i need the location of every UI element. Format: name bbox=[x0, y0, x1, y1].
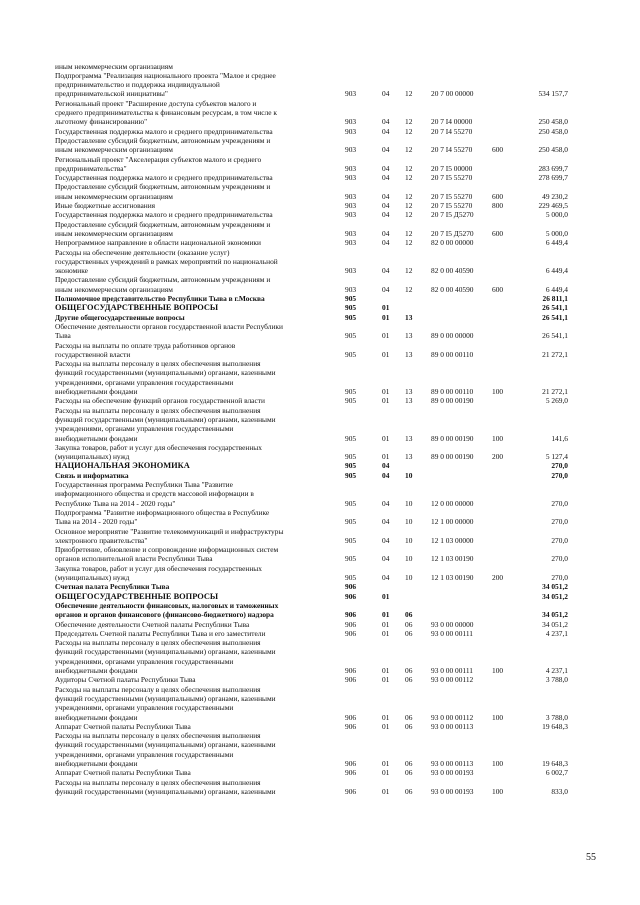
cell-rz: 01 bbox=[382, 396, 390, 406]
cell-ved: 905 bbox=[345, 554, 357, 564]
cell-name: экономике bbox=[55, 266, 88, 276]
cell-ved: 905 bbox=[345, 573, 357, 582]
cell-rz: 04 bbox=[382, 461, 390, 471]
cell-name: информационного общества и средств массовой информации в bbox=[55, 489, 254, 499]
cell-rz: 01 bbox=[382, 312, 390, 322]
cell-pr: 06 bbox=[405, 619, 413, 629]
cell-sum: 19 648,3 bbox=[542, 721, 568, 731]
cell-name: Обеспечение деятельности органов государственной власти Республики bbox=[55, 321, 283, 331]
cell-name: Государственная поддержка малого и среднего предпринимательства bbox=[55, 126, 273, 136]
cell-csr: 89 0 00 00110 bbox=[431, 349, 474, 359]
cell-sum: 5 000,0 bbox=[545, 210, 568, 220]
cell-name: учреждениями, органами управления государственными bbox=[55, 749, 234, 759]
cell-sum: 6 449,4 bbox=[545, 284, 568, 294]
cell-sum: 34 051,2 bbox=[542, 610, 568, 620]
cell-name: Приобретение, обновление и сопровождение информационных систем bbox=[55, 545, 279, 555]
cell-sum: 49 230,2 bbox=[542, 191, 568, 201]
cell-ved: 906 bbox=[345, 721, 357, 731]
cell-name: предпринимательской инициативы" bbox=[55, 89, 168, 99]
cell-sum: 4 237,1 bbox=[545, 628, 568, 638]
cell-pr: 13 bbox=[405, 312, 413, 322]
cell-pr: 06 bbox=[405, 721, 413, 731]
cell-ved: 905 bbox=[345, 303, 357, 313]
cell-pr: 10 bbox=[405, 517, 413, 527]
cell-csr: 20 7 00 00000 bbox=[431, 89, 474, 99]
cell-pr: 12 bbox=[405, 145, 413, 155]
cell-csr: 20 7 I5 55270 bbox=[431, 191, 473, 201]
cell-pr: 06 bbox=[405, 786, 413, 796]
cell-name: Расходы на обеспечение деятельности (оказание услуг) bbox=[55, 247, 230, 257]
cell-name: внебюджетными фондами bbox=[55, 759, 138, 768]
cell-pr: 12 bbox=[405, 228, 413, 238]
cell-vr: 800 bbox=[492, 201, 504, 210]
cell-sum: 26 811,1 bbox=[542, 294, 568, 303]
cell-vr: 200 bbox=[492, 573, 504, 582]
cell-sum: 21 272,1 bbox=[542, 387, 568, 396]
cell-ved: 906 bbox=[345, 619, 357, 629]
cell-name: учреждениями, органами управления государственными bbox=[55, 424, 234, 434]
cell-name: Аппарат Счетной палаты Республики Тыва bbox=[55, 721, 191, 731]
cell-vr: 600 bbox=[492, 191, 504, 201]
cell-name: Расходы на выплаты персоналу в целях обеспечения выполнения bbox=[55, 359, 261, 369]
cell-name: Республике Тыва на 2014 - 2020 годы" bbox=[55, 498, 176, 508]
cell-sum: 283 699,7 bbox=[538, 163, 568, 173]
page-number: 55 bbox=[586, 852, 596, 863]
cell-csr: 93 0 00 00111 bbox=[431, 666, 473, 675]
cell-name: Предоставление субсидий бюджетным, автономным учреждениям и bbox=[55, 275, 271, 285]
cell-sum: 270,0 bbox=[551, 535, 568, 545]
cell-ved: 906 bbox=[345, 759, 357, 768]
cell-sum: 6 449,4 bbox=[545, 266, 568, 276]
cell-csr: 12 1 03 00190 bbox=[431, 554, 474, 564]
cell-name: электронного правительства" bbox=[55, 535, 148, 545]
cell-vr: 200 bbox=[492, 452, 504, 462]
cell-ved: 903 bbox=[345, 191, 357, 201]
cell-ved: 903 bbox=[345, 210, 357, 220]
cell-vr: 600 bbox=[492, 228, 504, 238]
cell-sum: 250 458,0 bbox=[538, 117, 568, 127]
cell-ved: 903 bbox=[345, 238, 357, 248]
cell-rz: 04 bbox=[382, 498, 390, 508]
cell-pr: 12 bbox=[405, 173, 413, 183]
cell-vr: 100 bbox=[492, 433, 504, 443]
cell-csr: 12 1 03 00190 bbox=[431, 573, 474, 582]
cell-name: НАЦИОНАЛЬНАЯ ЭКОНОМИКА bbox=[55, 461, 190, 471]
cell-csr: 82 0 00 40590 bbox=[431, 284, 474, 294]
cell-sum: 270,0 bbox=[551, 470, 568, 480]
cell-pr: 12 bbox=[405, 201, 413, 210]
cell-pr: 10 bbox=[405, 470, 413, 480]
cell-csr: 93 0 00 00112 bbox=[431, 675, 474, 685]
cell-rz: 01 bbox=[382, 433, 390, 443]
cell-rz: 04 bbox=[382, 470, 390, 480]
cell-csr: 93 0 00 00112 bbox=[431, 712, 474, 722]
cell-name: иным некоммерческим организациям bbox=[55, 61, 173, 71]
cell-name: внебюджетными фондами bbox=[55, 666, 138, 675]
cell-csr: 93 0 00 00193 bbox=[431, 768, 474, 778]
cell-csr: 89 0 00 00190 bbox=[431, 452, 474, 462]
cell-name: Расходы на обеспечение функций органов государственной власти bbox=[55, 396, 265, 406]
cell-sum: 34 051,2 bbox=[542, 582, 568, 592]
cell-name: Расходы на выплаты по оплате труда работников органов bbox=[55, 340, 236, 350]
cell-sum: 270,0 bbox=[551, 554, 568, 564]
cell-name: среднего предпринимательства к финансовым ресурсам, в том числе к bbox=[55, 108, 277, 117]
cell-name: иным некоммерческим организациям bbox=[55, 284, 173, 294]
cell-name: Расходы на выплаты персоналу в целях обеспечения выполнения bbox=[55, 777, 261, 787]
cell-ved: 905 bbox=[345, 294, 357, 303]
cell-rz: 01 bbox=[382, 759, 390, 768]
cell-name: иным некоммерческим организациям bbox=[55, 228, 173, 238]
cell-pr: 12 bbox=[405, 266, 413, 276]
cell-name: Тыва bbox=[55, 331, 71, 341]
cell-name: Закупка товаров, работ и услуг для обеспечения государственных bbox=[55, 563, 262, 573]
cell-sum: 26 541,1 bbox=[542, 331, 568, 341]
cell-sum: 229 469,5 bbox=[538, 201, 568, 210]
cell-name: внебюджетными фондами bbox=[55, 387, 138, 396]
cell-ved: 903 bbox=[345, 163, 357, 173]
cell-name: Государственная поддержка малого и среднего предпринимательства bbox=[55, 173, 273, 183]
cell-ved: 905 bbox=[345, 387, 357, 396]
cell-pr: 06 bbox=[405, 610, 413, 620]
cell-name: Обеспечение деятельности Счетной палаты Республики Тыва bbox=[55, 619, 250, 629]
cell-ved: 903 bbox=[345, 145, 357, 155]
cell-ved: 903 bbox=[345, 117, 357, 127]
cell-rz: 01 bbox=[382, 610, 390, 620]
cell-name: Предоставление субсидий бюджетным, автономным учреждениям и bbox=[55, 219, 271, 229]
cell-name: предпринимательство и поддержка индивидуальной bbox=[55, 80, 220, 90]
cell-rz: 04 bbox=[382, 228, 390, 238]
cell-vr: 100 bbox=[492, 786, 504, 796]
cell-name: Расходы на выплаты персоналу в целях обеспечения выполнения bbox=[55, 684, 261, 694]
cell-name: Предоставление субсидий бюджетным, автономным учреждениям и bbox=[55, 182, 271, 192]
cell-sum: 5 269,0 bbox=[545, 396, 568, 406]
cell-rz: 01 bbox=[382, 349, 390, 359]
cell-pr: 12 bbox=[405, 163, 413, 173]
cell-ved: 903 bbox=[345, 284, 357, 294]
cell-sum: 6 002,7 bbox=[545, 768, 568, 778]
cell-rz: 04 bbox=[382, 201, 390, 210]
cell-pr: 12 bbox=[405, 89, 413, 99]
cell-ved: 906 bbox=[345, 786, 357, 796]
cell-pr: 06 bbox=[405, 712, 413, 722]
cell-csr: 93 0 00 00113 bbox=[431, 759, 474, 768]
cell-csr: 82 0 00 00000 bbox=[431, 238, 474, 248]
cell-name: внебюджетными фондами bbox=[55, 433, 138, 443]
cell-pr: 10 bbox=[405, 535, 413, 545]
cell-sum: 5 127,4 bbox=[545, 452, 568, 462]
cell-pr: 10 bbox=[405, 573, 413, 582]
cell-ved: 906 bbox=[345, 666, 357, 675]
cell-ved: 906 bbox=[345, 582, 357, 592]
cell-name: Иные бюджетные ассигнования bbox=[55, 201, 156, 210]
cell-ved: 905 bbox=[345, 396, 357, 406]
cell-pr: 12 bbox=[405, 210, 413, 220]
cell-sum: 34 051,2 bbox=[542, 591, 568, 601]
cell-ved: 903 bbox=[345, 201, 357, 210]
cell-pr: 10 bbox=[405, 498, 413, 508]
cell-rz: 04 bbox=[382, 284, 390, 294]
cell-name: предпринимательства" bbox=[55, 163, 127, 173]
cell-ved: 905 bbox=[345, 517, 357, 527]
cell-name: Региональный проект "Акселерация субъектов малого и среднего bbox=[55, 154, 262, 164]
cell-rz: 04 bbox=[382, 126, 390, 136]
cell-rz: 01 bbox=[382, 452, 390, 462]
cell-ved: 906 bbox=[345, 768, 357, 778]
cell-name: ОБЩЕГОСУДАРСТВЕННЫЕ ВОПРОСЫ bbox=[55, 591, 219, 601]
cell-ved: 906 bbox=[345, 591, 357, 601]
table-row bbox=[0, 787, 640, 797]
cell-name: Государственная программа Республики Тыва "Развитие bbox=[55, 480, 233, 489]
cell-name: Счетная палата Республики Тыва bbox=[55, 582, 170, 592]
cell-ved: 905 bbox=[345, 349, 357, 359]
cell-name: Региональный проект "Расширение доступа субъектов малого и bbox=[55, 98, 257, 108]
cell-rz: 01 bbox=[382, 768, 390, 778]
cell-pr: 12 bbox=[405, 126, 413, 136]
cell-rz: 01 bbox=[382, 619, 390, 629]
cell-pr: 12 bbox=[405, 117, 413, 127]
cell-pr: 13 bbox=[405, 387, 413, 396]
cell-csr: 82 0 00 40590 bbox=[431, 266, 474, 276]
cell-rz: 01 bbox=[382, 387, 390, 396]
cell-ved: 906 bbox=[345, 628, 357, 638]
cell-name: Расходы на выплаты персоналу в целях обеспечения выполнения bbox=[55, 638, 261, 648]
cell-name: Аппарат Счетной палаты Республики Тыва bbox=[55, 768, 191, 778]
cell-csr: 93 0 00 00193 bbox=[431, 786, 474, 796]
cell-pr: 06 bbox=[405, 759, 413, 768]
cell-pr: 06 bbox=[405, 666, 413, 675]
cell-csr: 12 0 00 00000 bbox=[431, 498, 474, 508]
cell-csr: 20 7 I5 Д5270 bbox=[431, 228, 474, 238]
cell-sum: 3 788,0 bbox=[545, 675, 568, 685]
cell-csr: 20 7 I4 55270 bbox=[431, 126, 473, 136]
cell-sum: 833,0 bbox=[551, 786, 568, 796]
cell-ved: 906 bbox=[345, 675, 357, 685]
cell-pr: 06 bbox=[405, 768, 413, 778]
cell-name: Закупка товаров, работ и услуг для обеспечения государственных bbox=[55, 442, 262, 452]
cell-vr: 100 bbox=[492, 387, 504, 396]
cell-name: Другие общегосударственные вопросы bbox=[55, 312, 185, 322]
cell-name: учреждениями, органами управления государственными bbox=[55, 656, 234, 666]
cell-pr: 13 bbox=[405, 433, 413, 443]
cell-vr: 100 bbox=[492, 759, 504, 768]
cell-rz: 04 bbox=[382, 238, 390, 248]
cell-name: государственной власти bbox=[55, 349, 131, 359]
cell-rz: 01 bbox=[382, 331, 390, 341]
cell-sum: 4 237,1 bbox=[545, 666, 568, 675]
cell-csr: 20 7 I4 00000 bbox=[431, 117, 473, 127]
cell-name: Полномочное представительство Республики Тыва в г.Москва bbox=[55, 294, 265, 303]
cell-sum: 250 458,0 bbox=[538, 126, 568, 136]
cell-name: Расходы на выплаты персоналу в целях обеспечения выполнения bbox=[55, 731, 261, 741]
cell-name: Подпрограмма "Развитие информационного общества в Республике bbox=[55, 507, 270, 517]
cell-ved: 903 bbox=[345, 89, 357, 99]
cell-name: Тыва на 2014 - 2020 годы" bbox=[55, 517, 138, 527]
cell-pr: 13 bbox=[405, 349, 413, 359]
cell-rz: 04 bbox=[382, 266, 390, 276]
cell-name: Подпрограмма "Реализация национального проекта "Малое и среднее bbox=[55, 70, 276, 80]
cell-csr: 93 0 00 00111 bbox=[431, 628, 473, 638]
cell-rz: 04 bbox=[382, 89, 390, 99]
cell-ved: 905 bbox=[345, 331, 357, 341]
cell-csr: 20 7 I5 Д5270 bbox=[431, 210, 474, 220]
cell-ved: 903 bbox=[345, 228, 357, 238]
cell-rz: 01 bbox=[382, 303, 390, 313]
cell-pr: 12 bbox=[405, 284, 413, 294]
cell-rz: 04 bbox=[382, 573, 390, 582]
cell-rz: 01 bbox=[382, 675, 390, 685]
cell-name: функций государственными (муниципальными) органами, казенными bbox=[55, 368, 276, 378]
cell-name: ОБЩЕГОСУДАРСТВЕННЫЕ ВОПРОСЫ bbox=[55, 303, 219, 313]
cell-pr: 13 bbox=[405, 452, 413, 462]
cell-sum: 534 157,7 bbox=[538, 89, 568, 99]
cell-pr: 12 bbox=[405, 238, 413, 248]
cell-name: Аудиторы Счетной палаты Республики Тыва bbox=[55, 675, 196, 685]
cell-csr: 20 7 I5 55270 bbox=[431, 201, 473, 210]
cell-name: внебюджетными фондами bbox=[55, 712, 138, 722]
cell-vr: 100 bbox=[492, 712, 504, 722]
cell-csr: 89 0 00 00190 bbox=[431, 396, 474, 406]
cell-ved: 905 bbox=[345, 433, 357, 443]
cell-rz: 01 bbox=[382, 591, 390, 601]
cell-csr: 89 0 00 00110 bbox=[431, 387, 474, 396]
cell-csr: 93 0 00 00113 bbox=[431, 721, 474, 731]
cell-name: Государственная поддержка малого и среднего предпринимательства bbox=[55, 210, 273, 220]
cell-rz: 04 bbox=[382, 191, 390, 201]
cell-pr: 10 bbox=[405, 554, 413, 564]
cell-name: Непрограммное направление в области национальной экономики bbox=[55, 238, 261, 248]
cell-name: Основное мероприятие "Развитие телекоммуникаций и инфраструктуры bbox=[55, 526, 284, 536]
cell-ved: 906 bbox=[345, 712, 357, 722]
cell-sum: 5 000,0 bbox=[545, 228, 568, 238]
cell-name: функций государственными (муниципальными) органами, казенными bbox=[55, 786, 276, 796]
cell-ved: 906 bbox=[345, 610, 357, 620]
cell-rz: 04 bbox=[382, 163, 390, 173]
cell-rz: 04 bbox=[382, 535, 390, 545]
cell-name: иным некоммерческим организациям bbox=[55, 191, 173, 201]
cell-sum: 26 541,1 bbox=[542, 312, 568, 322]
cell-name: Председатель Счетной палаты Республики Тыва и его заместители bbox=[55, 628, 266, 638]
cell-pr: 13 bbox=[405, 331, 413, 341]
cell-vr: 600 bbox=[492, 145, 504, 155]
cell-sum: 3 788,0 bbox=[545, 712, 568, 722]
cell-pr: 06 bbox=[405, 628, 413, 638]
cell-sum: 270,0 bbox=[551, 573, 568, 582]
cell-csr: 20 7 I4 55270 bbox=[431, 145, 473, 155]
cell-name: функций государственными (муниципальными) органами, казенными bbox=[55, 740, 276, 750]
cell-pr: 13 bbox=[405, 396, 413, 406]
cell-pr: 12 bbox=[405, 191, 413, 201]
cell-rz: 01 bbox=[382, 786, 390, 796]
cell-name: органов исполнительной власти Республики Тыва bbox=[55, 554, 213, 564]
cell-sum: 278 699,7 bbox=[538, 173, 568, 183]
cell-rz: 04 bbox=[382, 173, 390, 183]
cell-ved: 905 bbox=[345, 461, 357, 471]
cell-sum: 19 648,3 bbox=[542, 759, 568, 768]
cell-rz: 01 bbox=[382, 712, 390, 722]
cell-rz: 01 bbox=[382, 628, 390, 638]
cell-name: функций государственными (муниципальными) органами, казенными bbox=[55, 647, 276, 657]
cell-name: функций государственными (муниципальными) органами, казенными bbox=[55, 693, 276, 703]
cell-csr: 12 1 03 00000 bbox=[431, 535, 474, 545]
cell-ved: 903 bbox=[345, 126, 357, 136]
cell-ved: 905 bbox=[345, 470, 357, 480]
cell-rz: 04 bbox=[382, 117, 390, 127]
cell-ved: 903 bbox=[345, 173, 357, 183]
cell-name: (муниципальных) нужд bbox=[55, 573, 130, 582]
cell-name: Связь и информатика bbox=[55, 470, 129, 480]
cell-name: функций государственными (муниципальными) органами, казенными bbox=[55, 414, 276, 424]
cell-name: Расходы на выплаты персоналу в целях обеспечения выполнения bbox=[55, 405, 261, 415]
cell-name: Обеспечение деятельности финансовых, налоговых и таможенных bbox=[55, 600, 279, 610]
cell-name: учреждениями, органами управления государственными bbox=[55, 703, 234, 713]
cell-ved: 905 bbox=[345, 498, 357, 508]
cell-name: Предоставление субсидий бюджетным, автономным учреждениям и bbox=[55, 135, 271, 145]
cell-sum: 26 541,1 bbox=[542, 303, 568, 313]
cell-name: учреждениями, органами управления государственными bbox=[55, 377, 234, 387]
cell-rz: 04 bbox=[382, 554, 390, 564]
cell-rz: 04 bbox=[382, 517, 390, 527]
cell-ved: 905 bbox=[345, 452, 357, 462]
cell-csr: 93 0 00 00000 bbox=[431, 619, 474, 629]
cell-rz: 04 bbox=[382, 210, 390, 220]
cell-name: органов и органов финансового (финансово-бюджетного) надзора bbox=[55, 610, 274, 620]
cell-sum: 270,0 bbox=[551, 517, 568, 527]
cell-sum: 21 272,1 bbox=[542, 349, 568, 359]
cell-sum: 250 458,0 bbox=[538, 145, 568, 155]
cell-ved: 905 bbox=[345, 312, 357, 322]
cell-sum: 6 449,4 bbox=[545, 238, 568, 248]
cell-name: государственных учреждений в рамках мероприятий по национальной bbox=[55, 256, 278, 266]
cell-sum: 270,0 bbox=[551, 498, 568, 508]
cell-name: (муниципальных) нужд bbox=[55, 452, 130, 462]
cell-csr: 89 0 00 00190 bbox=[431, 433, 474, 443]
cell-vr: 600 bbox=[492, 284, 504, 294]
cell-sum: 141,6 bbox=[551, 433, 568, 443]
cell-csr: 12 1 00 00000 bbox=[431, 517, 474, 527]
cell-rz: 01 bbox=[382, 666, 390, 675]
cell-ved: 903 bbox=[345, 266, 357, 276]
cell-sum: 34 051,2 bbox=[542, 619, 568, 629]
cell-rz: 01 bbox=[382, 721, 390, 731]
cell-sum: 270,0 bbox=[551, 461, 568, 471]
cell-csr: 20 7 I5 00000 bbox=[431, 163, 473, 173]
cell-name: иным некоммерческим организациям bbox=[55, 145, 173, 155]
cell-csr: 20 7 I5 55270 bbox=[431, 173, 473, 183]
cell-ved: 905 bbox=[345, 535, 357, 545]
cell-pr: 06 bbox=[405, 675, 413, 685]
cell-name: льготному финансированию" bbox=[55, 117, 148, 127]
cell-csr: 89 0 00 00000 bbox=[431, 331, 474, 341]
cell-rz: 04 bbox=[382, 145, 390, 155]
cell-vr: 100 bbox=[492, 666, 504, 675]
